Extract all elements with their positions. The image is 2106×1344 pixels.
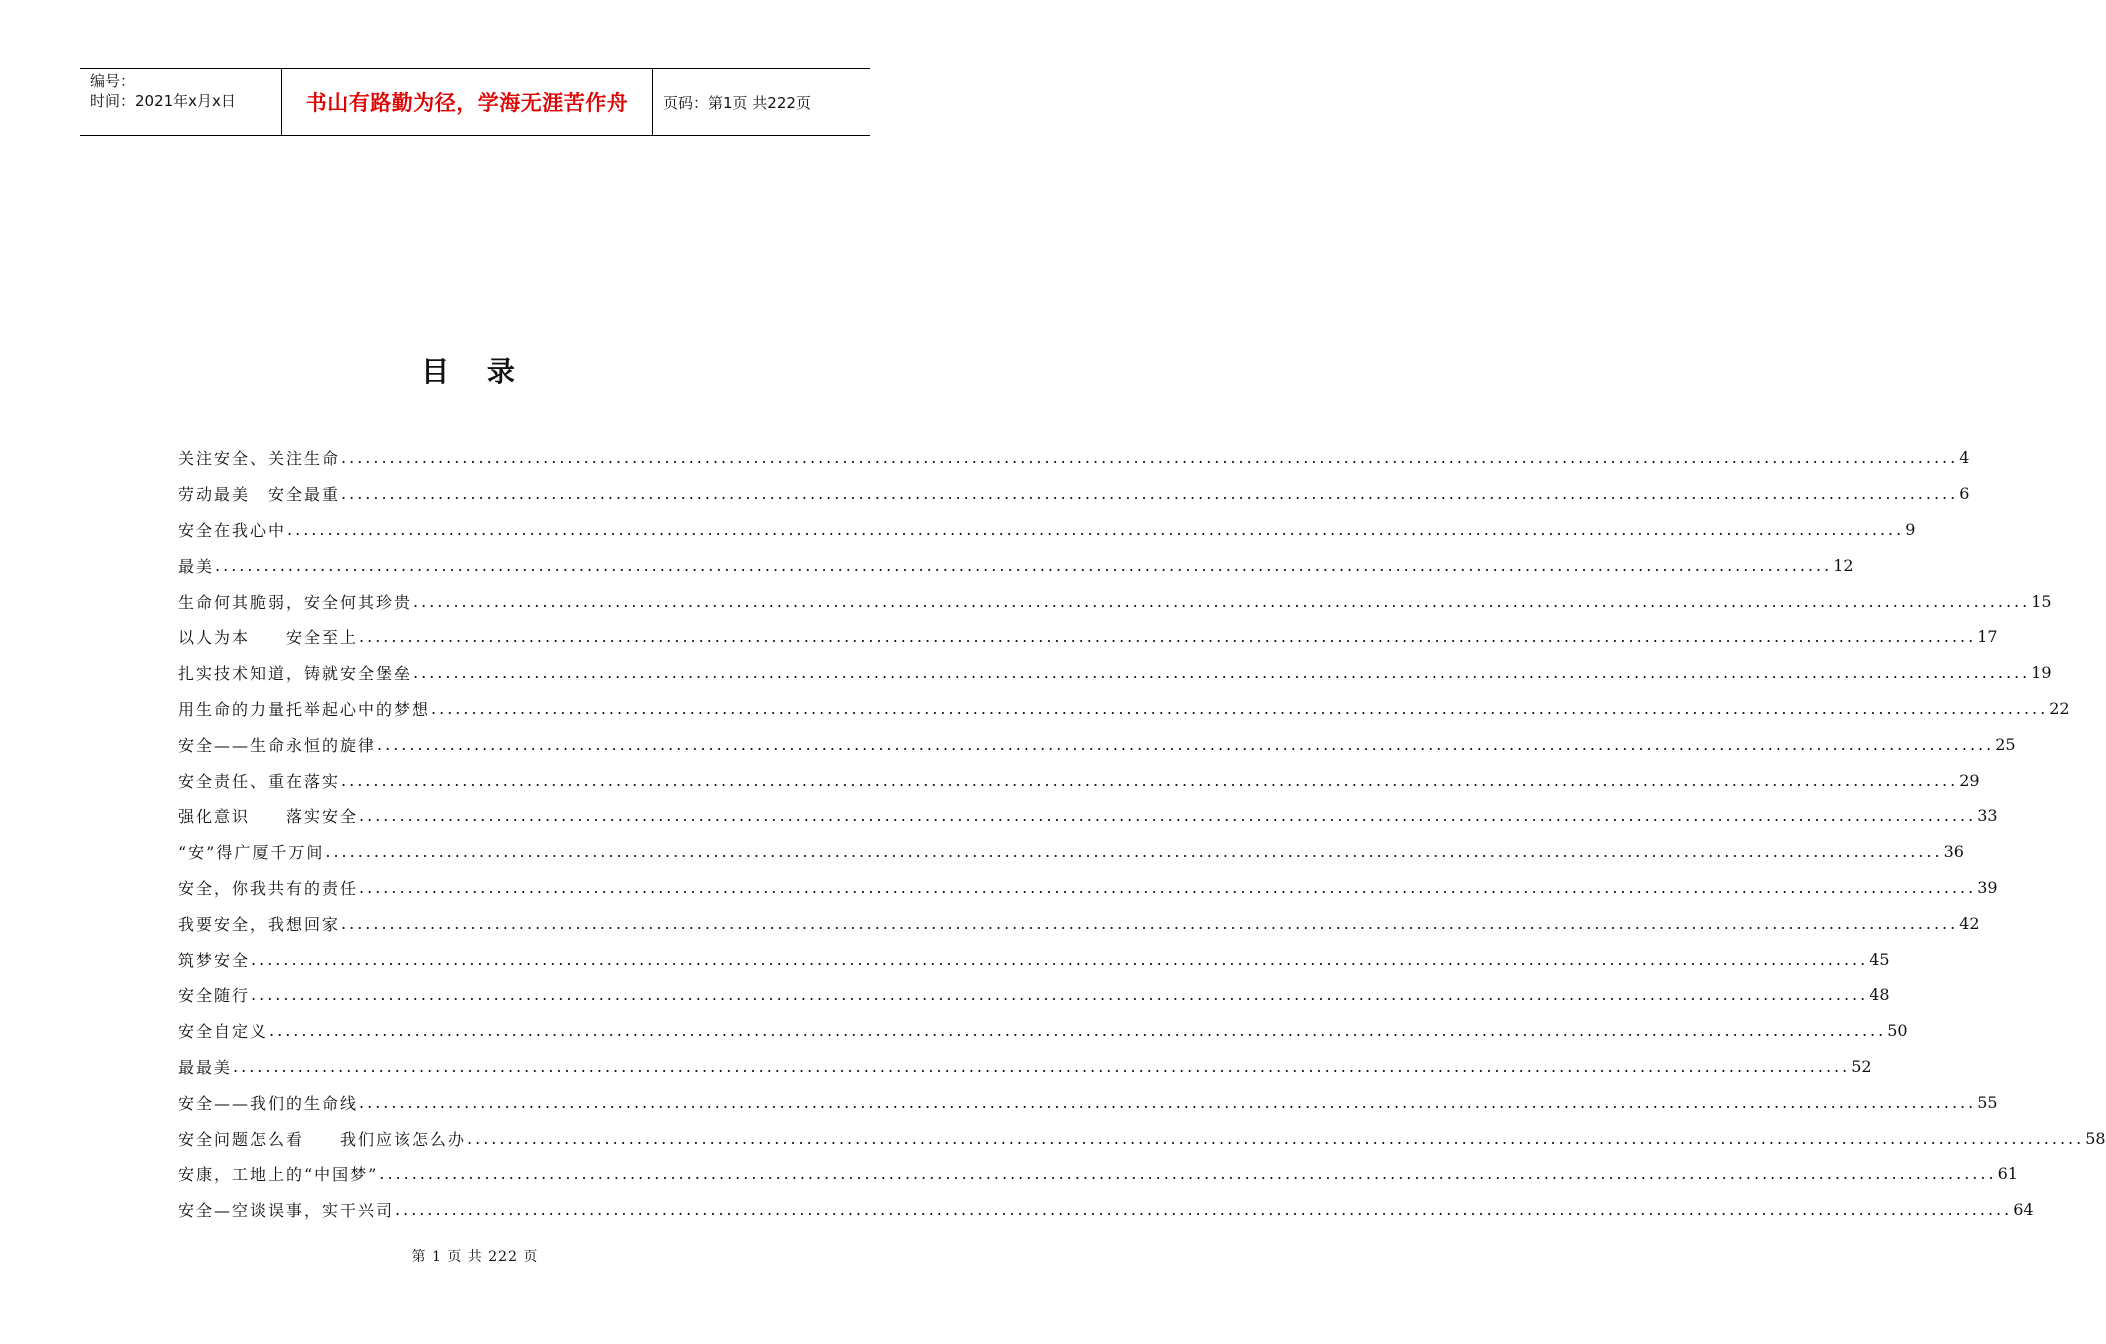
toc-entry-title: 安全——我们的生命线 [178,1093,359,1113]
toc-entry-page: 36 [1943,842,1964,862]
toc-entry[interactable] [178,905,1980,941]
toc-leader-dots: ........................................................................................................................................................................................................ [341,913,1959,933]
toc-entry-page: 48 [1869,985,1890,1005]
page-header [80,68,870,136]
toc-leader-dots: ........................................................................................................................................................................................................ [377,734,1995,754]
header-slogan: 书山有路勤为径，学海无涯苦作舟 [282,69,653,135]
toc-leader-dots: ........................................................................................................................................................................................................ [233,1056,1851,1076]
toc-entry-title: 关注安全、关注生命 [178,449,341,469]
toc-leader-dots: ........................................................................................................................................................................................................ [251,949,1869,969]
toc-entry-title: 以人为本 安全至上 [178,628,359,648]
toc-entry[interactable] [178,977,1890,1013]
toc-leader-dots: ........................................................................................................................................................................................................ [431,698,2049,718]
toc-entry-title: 强化意识 落实安全 [178,807,359,827]
toc-entry[interactable] [178,547,1854,583]
toc-entry[interactable] [178,798,1998,834]
toc-entry-page: 22 [2049,698,2070,718]
toc-entry-title: 筑梦安全 [178,950,251,970]
toc-entry-page: 64 [2013,1200,2034,1220]
toc-entry-title: 最最美 [178,1057,233,1077]
toc-leader-dots: ........................................................................................................................................................................................................ [359,877,1977,897]
toc-leader-dots: ........................................................................................................................................................................................................ [413,663,2031,683]
header-meta [80,69,282,135]
toc-entry[interactable] [178,619,1998,655]
toc-leader-dots: ........................................................................................................................................................................................................ [341,448,1959,468]
toc-leader-dots: ........................................................................................................................................................................................................ [287,519,1905,539]
toc-entry-page: 4 [1959,448,1970,468]
page-footer: 第 1 页 共 222 页 [411,1249,539,1265]
toc-entry[interactable] [178,476,1970,512]
header-number-label: 编号： [90,72,136,90]
toc-entry-page: 6 [1959,484,1970,504]
header-time-label: 时间：2021年x月x日 [90,92,236,110]
toc-entry-page: 29 [1959,770,1980,790]
toc-entry-title: 最美 [178,556,215,576]
toc-entry[interactable] [178,440,1970,476]
toc-leader-dots: ........................................................................................................................................................................................................ [341,770,1959,790]
toc-leader-dots: ........................................................................................................................................................................................................ [359,806,1977,826]
toc-entry[interactable] [178,1120,2106,1156]
toc-entry-page: 25 [1995,734,2016,754]
toc-entry-page: 42 [1959,913,1980,933]
table-of-contents [178,440,2106,1228]
toc-leader-dots: ........................................................................................................................................................................................................ [341,484,1959,504]
toc-entry-title: 安全——生命永恒的旋律 [178,735,377,755]
toc-leader-dots: ........................................................................................................................................................................................................ [359,627,1977,647]
toc-entry-page: 45 [1869,949,1890,969]
toc-entry[interactable] [178,1049,1872,1085]
toc-title: 目 录 [421,355,529,388]
header-page-info: 页码：第1页 共222页 [663,93,811,112]
toc-entry-title: 安全，你我共有的责任 [178,878,359,898]
toc-entry-page: 50 [1887,1021,1908,1041]
toc-leader-dots: ........................................................................................................................................................................................................ [359,1092,1977,1112]
toc-entry-title: 劳动最美 安全最重 [178,485,341,505]
toc-entry-page: 55 [1977,1092,1998,1112]
toc-entry-page: 12 [1833,555,1854,575]
toc-entry-page: 39 [1977,877,1998,897]
toc-entry-title: 安全自定义 [178,1022,269,1042]
toc-entry[interactable] [178,1013,1908,1049]
toc-entry[interactable] [178,1084,1998,1120]
toc-entry[interactable] [178,1192,2034,1228]
toc-entry-page: 9 [1905,519,1916,539]
toc-entry-title: 用生命的力量托举起心中的梦想 [178,699,431,719]
toc-entry-title: 我要安全，我想回家 [178,914,341,934]
toc-entry-title: 安全问题怎么看 我们应该怎么办 [178,1129,467,1149]
toc-entry-page: 19 [2031,663,2052,683]
toc-entry-page: 15 [2031,591,2052,611]
toc-leader-dots: ........................................................................................................................................................................................................ [395,1200,2013,1220]
toc-entry[interactable] [178,583,2052,619]
toc-entry[interactable] [178,512,1916,548]
toc-leader-dots: ........................................................................................................................................................................................................ [269,1021,1887,1041]
toc-leader-dots: ........................................................................................................................................................................................................ [325,842,1943,862]
toc-entry[interactable] [178,834,1964,870]
toc-leader-dots: ........................................................................................................................................................................................................ [467,1128,2085,1148]
toc-entry-page: 52 [1851,1056,1872,1076]
toc-entry-page: 17 [1977,627,1998,647]
toc-entry[interactable] [178,762,1980,798]
toc-entry-page: 58 [2085,1128,2106,1148]
toc-entry-title: 生命何其脆弱，安全何其珍贵 [178,592,413,612]
toc-entry-title: 安全—空谈误事，实干兴司 [178,1201,395,1221]
toc-leader-dots: ........................................................................................................................................................................................................ [251,985,1869,1005]
toc-leader-dots: ........................................................................................................................................................................................................ [413,591,2031,611]
toc-entry[interactable] [178,870,1998,906]
toc-entry-title: 安全随行 [178,986,251,1006]
toc-entry-title: “安”得广厦千万间 [178,843,325,863]
toc-entry[interactable] [178,941,1890,977]
toc-entry-title: 安康，工地上的“中国梦” [178,1165,379,1185]
toc-leader-dots: ........................................................................................................................................................................................................ [379,1164,1997,1184]
toc-entry[interactable] [178,655,2052,691]
toc-entry-page: 33 [1977,806,1998,826]
toc-leader-dots: ........................................................................................................................................................................................................ [215,555,1833,575]
toc-entry-page: 61 [1997,1164,2018,1184]
toc-entry-title: 扎实技术知道，铸就安全堡垒 [178,664,413,684]
toc-entry[interactable] [178,1156,2018,1192]
toc-entry-title: 安全在我心中 [178,520,287,540]
toc-entry[interactable] [178,726,2016,762]
toc-entry-title: 安全责任、重在落实 [178,771,341,791]
toc-entry[interactable] [178,691,2070,727]
